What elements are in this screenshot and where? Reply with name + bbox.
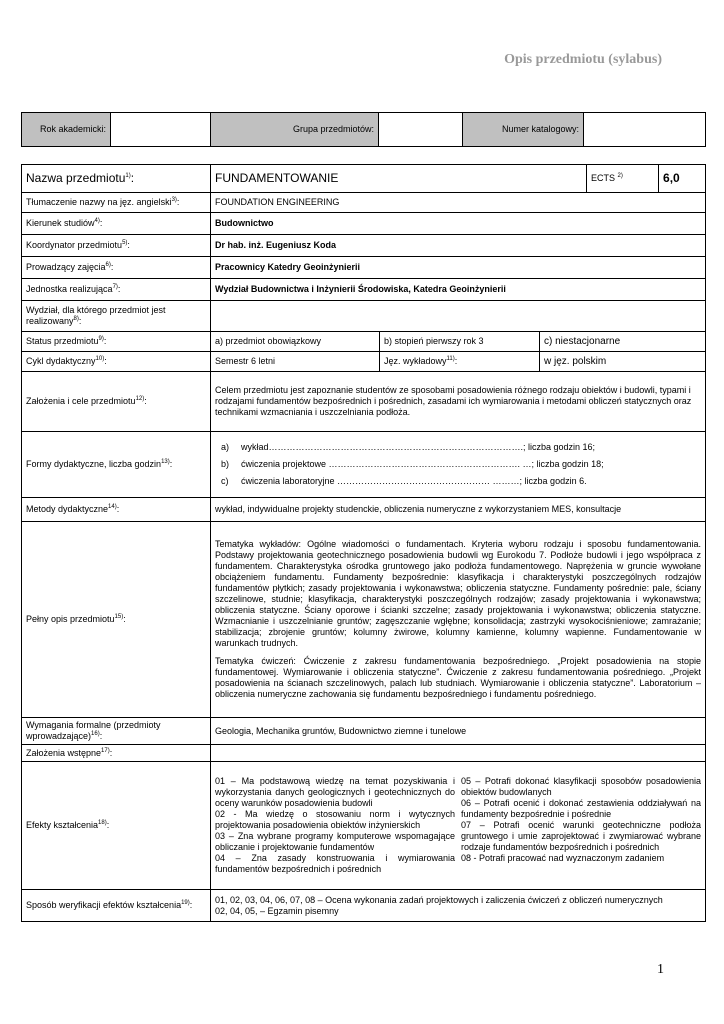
numer-value[interactable] [584, 113, 706, 147]
zalw-label: Założenia wstępne$^{17)}$: [22, 745, 211, 762]
prow-value: Pracownicy Katedry Geoinżynierii [211, 257, 706, 279]
syllabus-table [21, 164, 706, 922]
document-title: Opis przedmiotu (sylabus) [504, 52, 662, 67]
rok-label: Rok akademicki: [22, 113, 111, 147]
wym-label: Wymagania formalne (przedmioty wprowadzające)$^{16)}$: [22, 718, 211, 745]
nazwa-label: Nazwa przedmiotu$^{1)}$: [22, 165, 211, 193]
nazwa-value: FUNDAMENTOWANIE [211, 165, 587, 193]
tlum-label: Tłumaczenie nazwy na jęz. angielski$^{3)}$: [22, 193, 211, 213]
wym-value: Geologia, Mechanika gruntów, Budownictwo ziemne i tunelowe [211, 718, 706, 745]
wydz-label: Wydział, dla którego przedmiot jest realizowany$^{8)}$: [22, 301, 211, 332]
status-a: a) przedmiot obowiązkowy [211, 332, 380, 352]
formy-label: Formy dydaktyczne, liczba godzin$^{13)}$: [22, 432, 211, 498]
grupa-label: Grupa przedmiotów: [211, 113, 379, 147]
formy-list [211, 432, 706, 498]
ects-value: 6,0 [659, 165, 706, 193]
formy-item: b) ćwiczenia projektowe ………………………………………………………. …; liczba godzin 18; [221, 459, 604, 469]
efekty-label: Efekty kształcenia$^{18)}$: [22, 762, 211, 890]
formy-item: c) ćwiczenia laboratoryjne …………………………………………… ………; liczba godzin 6. [221, 476, 587, 486]
jedn-label: Jednostka realizująca$^{7)}$: [22, 279, 211, 301]
numer-label: Numer katalogowy: [463, 113, 584, 147]
sposob-value: 01, 02, 03, 04, 06, 07, 08 – Ocena wykonania zadań projektowych i zaliczenia ćwiczeń z obliczeń numerycznych 02, 04, 05, – Egzamin pisemny [211, 890, 706, 922]
jez-label: Jęz. wykładowy$^{11)}$: [380, 352, 540, 372]
pelny-paragraph-2: Tematyka ćwiczeń: Ćwiczenie z zakresu fundamentowania bezpośredniego. „Projekt posadowienia na stopie fundamentowej. Wymiarowanie i obliczenia statyczne”. Ćwiczenie z zakresu fundamentowania pośredniego. „Projekt posadowienia na ścianach szczelinowych, palach lub studniach. Wymiarowanie i obliczenia statyczne”. Laboratorium – obliczenia numeryczne zachowania się fundamentu bezpośredniego i fundamentu pośredniego. [215, 656, 702, 699]
catalog-table [21, 112, 706, 147]
ects-label: ECTS $^{2)}$ [587, 165, 659, 193]
page-number: 1 [657, 962, 664, 977]
zalw-value [211, 745, 706, 762]
kier-value: Budownictwo [211, 213, 706, 235]
efekty-value [211, 762, 706, 890]
zal-label: Założenia i cele przedmiotu$^{12)}$: [22, 372, 211, 432]
pelny-paragraph-1: Tematyka wykładów: Ogólne wiadomości o fundamentach. Kryteria wyboru rodzaju i sposobu fundamentowania. Podstawy projektowania geotechnicznego posadowienia budowli wg Eurokodu 7. Podłoże budowli i jego współpraca z fundamentem. Charakterystyka ośrodka gruntowego jako podłoża fundamentowego. Naprężenia w gruncie wywołane obciążeniem fundamentu. Fundamenty bezpośrednie: klasyfikacja i charakterystyki poszczególnych rodzajów fundamentów płytkich; zasady projektowania i wykonawstwa; obliczenia statyczne. Fundamenty pośrednie: pale, ściany szczelinowe, studnie; klasyfikacja, charakterystyki poszczególnych rodzajów; zasady projektowania i wykonawstwa; obliczenia statyczne. Ściany oporowe i ścianki szczelne; zasady projektowania i wykonawstwa; obliczenia statyczne. Wzmacnianie i uszczelnianie gruntów; zagęszczanie wgłębne; konsolidacja; zastrzyki wysokociśnieniowe; zamrażanie; stabilizacja; zbrojenie gruntów; kolumny żwirowe, kolumny kamienne, kolumny wapienne. Fundamentowanie w warunkach trudnych. [215, 539, 702, 648]
tlum-value: FOUNDATION ENGINEERING [211, 193, 706, 213]
jedn-value: Wydział Budownictwa i Inżynierii Środowiska, Katedra Geoinżynierii [211, 279, 706, 301]
koord-value: Dr hab. inż. Eugeniusz Koda [211, 235, 706, 257]
prow-label: Prowadzący zajęcia$^{6)}$: [22, 257, 211, 279]
metody-label: Metody dydaktyczne$^{14)}$: [22, 498, 211, 522]
pelny-value [211, 522, 706, 718]
kier-label: Kierunek studiów$^{4)}$: [22, 213, 211, 235]
wydz-value [211, 301, 706, 332]
grupa-value[interactable] [379, 113, 463, 147]
status-b: b) stopień pierwszy rok 3 [380, 332, 540, 352]
metody-value: wykład, indywidualne projekty studenckie, obliczenia numeryczne z wykorzystaniem MES, konsultacje [211, 498, 706, 522]
jez-value: w jęz. polskim [540, 352, 706, 372]
status-label: Status przedmiotu$^{9)}$: [22, 332, 211, 352]
cykl-value: Semestr 6 letni [211, 352, 380, 372]
efekty-left: 01 – Ma podstawową wiedzę na temat pozyskiwania i wykorzystania danych geologicznych i geotechnicznych do oceny warunków posadowienia budowli 02 - Ma wiedzę o stosowaniu norm i wytycznych projektowania posadowienia obiektów inżynierskich 03 – Zna wybrane programy komputerowe wspomagające obliczanie i projektowanie fundamentów 04 – Zna zasady konstruowania i wymiarowania fundamentów bezpośrednich i pośrednich [215, 776, 456, 874]
cykl-label: Cykl dydaktyczny$^{10)}$: [22, 352, 211, 372]
sposob-label: Sposób weryfikacji efektów kształcenia$^{19)}$: [22, 890, 211, 922]
status-c: c) niestacjonarne [540, 332, 706, 352]
koord-label: Koordynator przedmiotu$^{5)}$: [22, 235, 211, 257]
zal-value: Celem przedmiotu jest zapoznanie studentów ze sposobami posadowienia różnego rodzaju obiektów i budowli, typami i rodzajami fundamentów bezpośrednich i pośrednich, zasadami ich wymiarowania i metodami obliczeń statycznych oraz technikami wzmacniania i uszczelniania podłoża. [211, 372, 706, 432]
pelny-label: Pełny opis przedmiotu$^{15)}$: [22, 522, 211, 718]
rok-value[interactable] [111, 113, 211, 147]
efekty-right: 05 – Potrafi dokonać klasyfikacji sposobów posadowienia obiektów budowlanych 06 – Potrafi ocenić i dokonać zestawienia oddziaływań na fundamenty bezpośrednie i pośrednie 07 – Potrafi ocenić warunki geotechniczne podłoża gruntowego i umie zaprojektować i zwymiarować wybrane rodzaje fundamentów bezpośrednich i pośrednich 08 - Potrafi pracować nad wyznaczonym zadaniem [461, 776, 702, 863]
formy-item: a) wykład………………………………………………………………………….; liczba godzin 16; [221, 442, 596, 452]
